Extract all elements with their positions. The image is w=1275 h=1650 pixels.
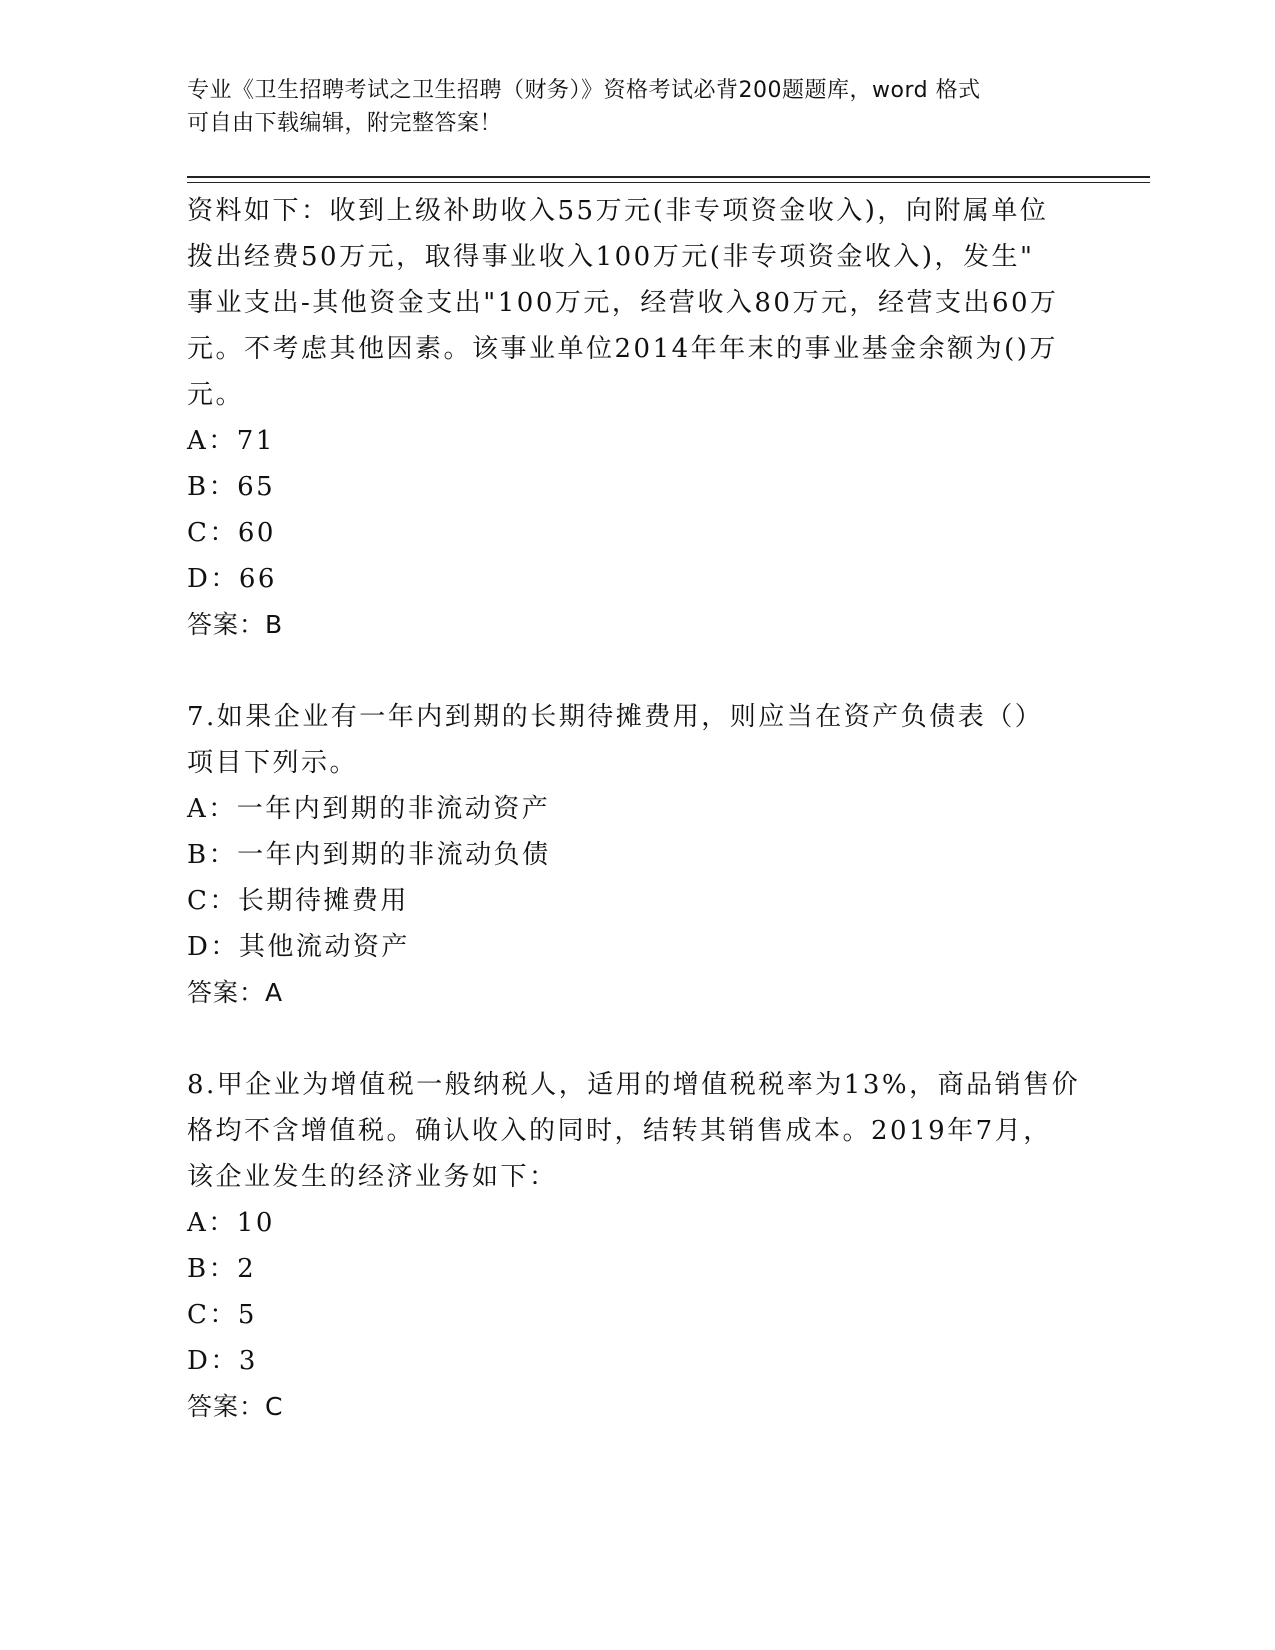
question-6-answer: 答案：B (187, 610, 284, 639)
question-6 (187, 188, 1087, 648)
question-8-option-a: A：10 (187, 1208, 275, 1238)
document-header (187, 74, 1087, 140)
question-7-option-d: D：其他流动资产 (187, 932, 410, 962)
question-7-option-b: B：一年内到期的非流动负债 (187, 840, 551, 870)
question-8-stem-line-3: 该企业发生的经济业务如下： (187, 1162, 558, 1192)
question-7-answer: 答案：A (187, 978, 284, 1007)
header-title-line-2: 可自由下载编辑，附完整答案！ (187, 111, 503, 136)
question-list (187, 188, 1087, 1430)
question-8-option-b: B：2 (187, 1254, 257, 1284)
question-8-option-d: D：3 (187, 1346, 258, 1376)
question-7-option-a: A：一年内到期的非流动资产 (187, 794, 551, 824)
question-8-option-c: C：5 (187, 1300, 257, 1330)
question-6-stem-line-2: 拨出经费50万元，取得事业收入100万元(非专项资金收入)，发生" (187, 242, 1035, 272)
header-title-line-1: 专业《卫生招聘考试之卫生招聘（财务）》资格考试必背200题题库，word 格式 (187, 78, 981, 103)
question-8 (187, 1062, 1087, 1430)
question-6-option-b: B：65 (187, 472, 276, 502)
question-6-stem-line-3: 事业支出-其他资金支出"100万元，经营收入80万元，经营支出60万 (187, 288, 1059, 318)
question-6-option-a: A：71 (187, 426, 275, 456)
question-7-stem-line-1: 7.如果企业有一年内到期的长期待摊费用，则应当在资产负债表（） (187, 702, 1044, 732)
question-7-stem-line-2: 项目下列示。 (187, 748, 359, 778)
question-8-stem-line-2: 格均不含增值税。确认收入的同时，结转其销售成本。2019年7月， (187, 1116, 1052, 1146)
question-6-option-d: D：66 (187, 564, 277, 594)
question-6-option-c: C：60 (187, 518, 276, 548)
question-6-stem-line-5: 元。 (187, 380, 245, 410)
question-8-stem-line-1: 8.甲企业为增值税一般纳税人，适用的增值税税率为13%，商品销售价 (187, 1070, 1081, 1100)
question-spacer (187, 648, 1087, 694)
question-6-stem-line-1: 资料如下：收到上级补助收入55万元(非专项资金收入)，向附属单位 (187, 196, 1049, 226)
header-divider-thick (187, 176, 1150, 178)
question-8-answer: 答案：C (187, 1392, 284, 1421)
header-divider-thin (187, 182, 1150, 183)
question-7-option-c: C：长期待摊费用 (187, 886, 409, 916)
question-6-stem-line-4: 元。不考虑其他因素。该事业单位2014年年末的事业基金余额为()万 (187, 334, 1058, 364)
question-7 (187, 694, 1087, 1016)
question-spacer (187, 1016, 1087, 1062)
